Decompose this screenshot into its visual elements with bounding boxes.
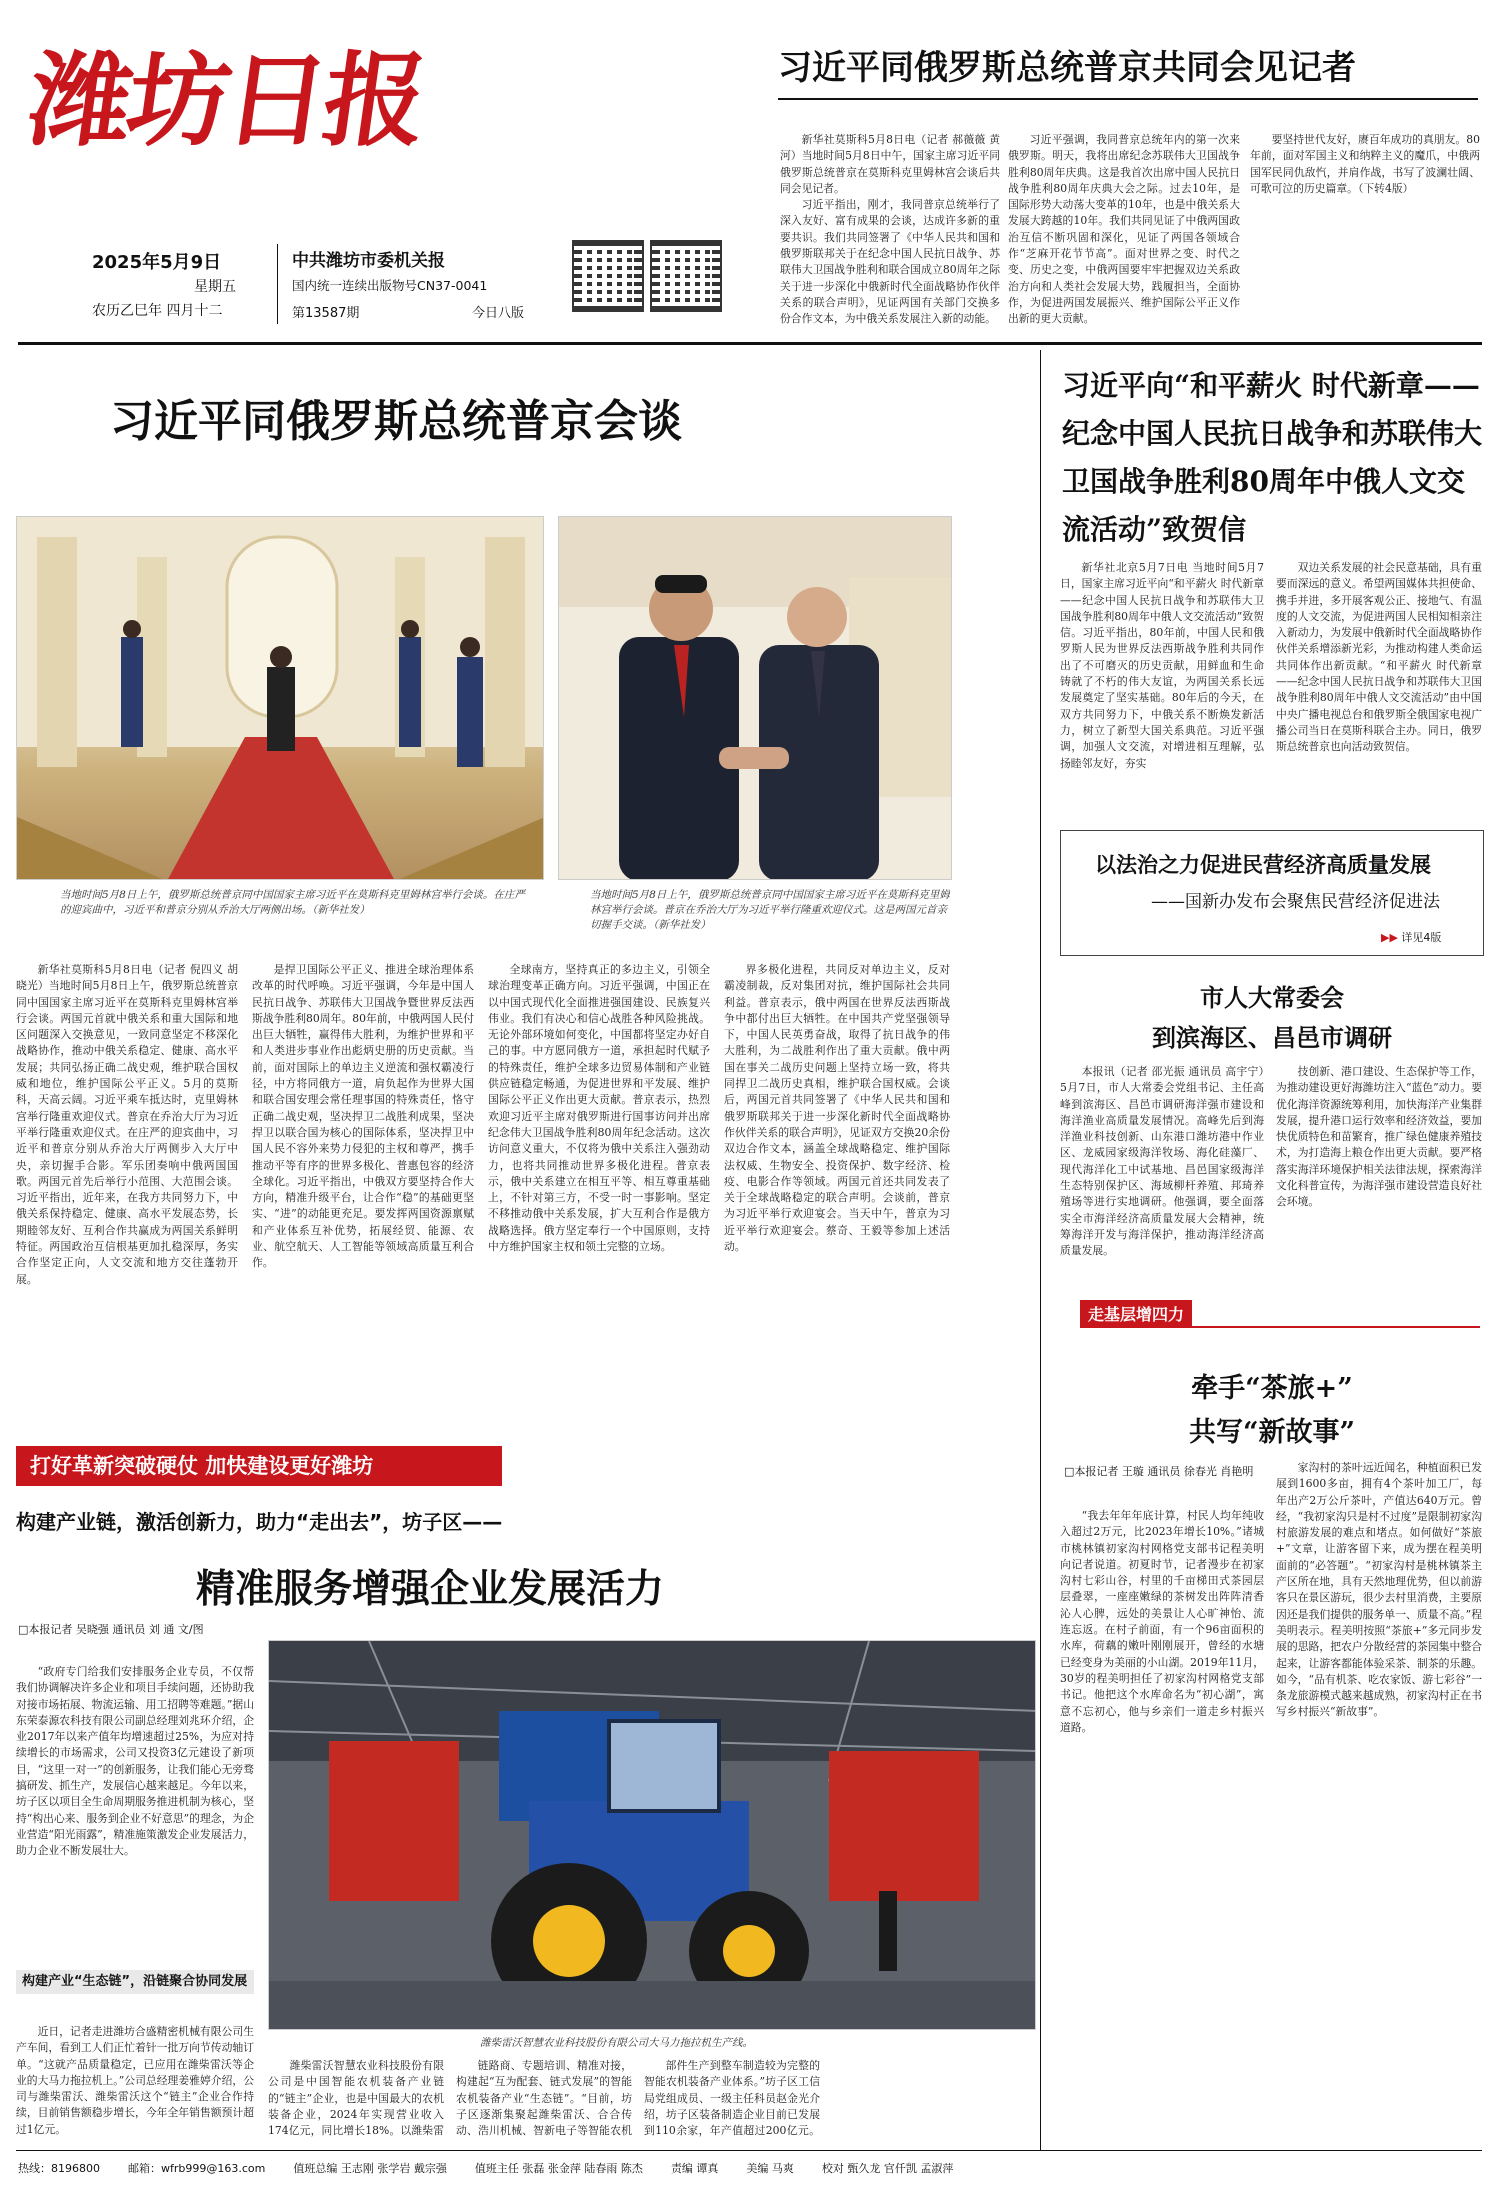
fangzi-byline: □本报记者 吴晓强 通讯员 刘 通 文/图 bbox=[18, 1623, 204, 1636]
newspaper-logo: 潍坊日报 bbox=[21, 41, 431, 161]
right-story-col-1: 新华社北京5月7日电 当地时间5月7日，国家主席习近平向“和平薪火 时代新章——纪念中国人民抗日战争和苏联伟大卫国战争胜利80周年中俄人文交流活动”致贺信。习近平指出，80年前，中国人民和俄罗斯人民为世界反法西斯战争胜利共同作出了不可磨灭的历史贡献，用鲜血和生命铸就了不朽的伟大友谊，为两国关系长远发展奠定了坚实基础。80年后的今天，在双方共同努力下，中俄关系不断焕发新活力，树立了新型大国关系典范。习近平强调，加强人文交流，对增进相互理解，弘扬睦邻友好，夯实 bbox=[1060, 561, 1264, 770]
tea-title-1: 牵手“茶旅+” bbox=[1191, 1373, 1353, 1404]
renda-col-2: 技创新、港口建设、生态保护等工作，为推动建设更好海潍坊注入“蓝色”动力。要优化海洋资源统筹利用，加快海洋产业集群发展，提升港口运行效率和经济效益，要加快优质特色和苗繁育，推广绿色健康养殖技术，为打造海上粮仓作出更大贡献。要严格落实海洋环境保护相关法律法规，探索海洋文化科普宣传，为海洋强市建设营造良好社会环境。 bbox=[1276, 1065, 1482, 1209]
minqi-title: 以法治之力促进民营经济高质量发展 bbox=[1095, 853, 1431, 877]
footer-email: 邮箱：wfrb999@163.com bbox=[128, 2162, 266, 2175]
welcome-ceremony-illustration bbox=[17, 517, 544, 880]
top-story-title: 习近平同俄罗斯总统普京共同会见记者 bbox=[778, 48, 1356, 88]
lead-col-4: 界多极化进程，共同反对单边主义，反对霸凌制裁，反对集团对抗，维护国际社会共同利益。普京表示，俄中两国在世界反法西斯战争中都付出巨大牺牲。在中国共产党坚强领导下，中国人民英勇奋战，取得了抗日战争的伟大胜利，为二战胜利作出了重大贡献。俄中两国在事关二战历史问题上坚持立场一致，将共同捍卫二战历史真相，维护联合国权威。会谈后，两国元首共同签署了《中华人民共和国和俄罗斯联邦关于进一步深化新时代全面战略协作伙伴关系的联合声明》，见证双方交换20余份双边合作文本，涵盖全球战略稳定、维护国际法权威、生物安全、投资保护、数字经济、检疫、电影合作等领域。两国元首还共同发表了关于全球战略稳定的联合声明。会谈前，普京为习近平举行欢迎宴会。当天中午，普京为习近平举行欢迎宴会。蔡奇、王毅等参加上述活动。 bbox=[724, 963, 950, 1254]
page-count: 今日八版 bbox=[472, 306, 525, 321]
tea-col-1: “我去年年年底计算，村民人均年纯收入超过2万元，比2023年增长10%。”诸城市桃林镇初家沟村网格党支部书记程美明向记者说道。初夏时节，记者漫步在初家沟村七彩山谷，村里的千亩梯田式茶园层层叠翠，一座座嫩绿的茶树发出阵阵清香沁人心脾，远处的美景让人心旷神怡、流连忘返。在村子前面，有一个96亩面积的水库，荷藕的嫩叶刚刚展开，曾经的水塘已经变身为美丽的小山湖。2019年11月，30岁的程美明担任了初家沟村网格党支部书记。他把这个水库命名为“初心湖”，寓意不忘初心，他与乡亲们一道走乡村振兴道路。 bbox=[1060, 1509, 1264, 1734]
fangzi-subhead: 构建产业“生态链”，沿链聚合协同发展 bbox=[16, 1970, 254, 1994]
issue-weekday: 星期五 bbox=[194, 279, 236, 295]
tea-title-2: 共写“新故事” bbox=[1188, 1417, 1356, 1448]
photo-tractor-line bbox=[268, 1640, 1036, 2030]
footer-hotline: 热线：8196800 bbox=[18, 2162, 100, 2175]
renda-title-2: 到滨海区、昌邑市调研 bbox=[1152, 1024, 1392, 1052]
lunar-date: 农历乙巳年 四月十二 bbox=[92, 303, 223, 319]
fangzi-col-2: 潍柴雷沃智慧农业科技股份有限公司是中国智能农机装备产业链的“链主”企业，也是中国最大的农机装备企业，2024年实现营业收入174亿元，同比增长18%。以潍柴雷 bbox=[268, 2059, 444, 2138]
fangzi-title: 精准服务增强企业发展活力 bbox=[196, 1566, 665, 1612]
lead-title: 习近平同俄罗斯总统普京会谈 bbox=[110, 396, 682, 447]
top-story-col-3: 要坚持世代友好，赓百年成功的真朋友。80年前，面对军国主义和纳粹主义的魔爪，中俄两国军民同仇敌忾，并肩作战，书写了波澜壮阔、可歌可泣的历史篇章。（下转4版） bbox=[1250, 133, 1480, 195]
fangzi-col-1: “政府专门给我们安排服务企业专员，不仅帮我们协调解决许多企业和项目手续问题，还协助我对接市场拓展、物流运输、用工招聘等难题。”据山东荣泰源农科技有限公司副总经理刘兆环介绍，企业2017年以来产值年均增速超过25%，为应对持续增长的市场需求，公司又投资3亿元建设了新项目，“这里一对一”的创新服务，让我们能心无旁骛搞研发、抓生产，发展信心越来越足。今年以来，坊子区以项目全生命周期服务推进机制为核心，坚持“构出心来、服务到企业不好意思”的理念，为企业营造“阳光雨露”，精准施策激发企业发展活力，助力企业不断发展壮大。 bbox=[16, 1665, 254, 1858]
fangzi-col-3: 链路商、专题培训、精准对接，构建起“互为配套、链式发展”的智能农机装备产业“生态链”。“目前，坊子区逐渐集聚起潍柴雷沃、合合传动、浩川机械、智新电子等智能农机 bbox=[456, 2059, 632, 2138]
renda-title-1: 市人大常委会 bbox=[1200, 984, 1344, 1012]
tea-col-2: 家沟村的茶叶远近闻名，种植面积已发展到1600多亩，拥有4个茶叶加工厂，每年出产2万公斤茶叶，产值达640万元。曾经，“我初家沟只是村不过度”是限制初家沟村旅游发展的难点和堵点。如何做好“茶旅+”文章，让游客留下来，成为摆在程美明面前的“必答题”。“初家沟村是桃林镇茶主产区所在地，具有天然地理优势，但以前游客只在景区游玩，很少去村里消费，主要原因还是我们提供的服务单一、质量不高。”程美明表示。程美明按照“茶旅+”多元同步发展的思路，把农户分散经营的茶园集中整合起来，让游客都能体验采茶、制茶的乐趣。如今，“品有机茶、吃农家饭、游七彩谷”一条龙旅游模式越来越成熟，初家沟村正在书写乡村振兴“新故事”。 bbox=[1276, 1461, 1482, 1719]
photo-2-caption: 当地时间5月8日上午，俄罗斯总统普京同中国国家主席习近平在莫斯科克里姆林宫举行会谈。普京在乔治大厅为习近平举行隆重欢迎仪式。这是两国元首亲切握手交谈。（新华社发） bbox=[590, 889, 950, 931]
minqi-box bbox=[1060, 830, 1484, 956]
photo-handshake bbox=[558, 516, 952, 880]
footer bbox=[18, 2160, 1482, 2180]
lead-col-2: 是捍卫国际公平正义、推进全球治理体系改革的时代呼唤。习近平强调，今年是中国人民抗日战争、苏联伟大卫国战争暨世界反法西斯战争胜利80周年。80年前，中俄两国人民付出巨大牺牲，赢得伟大胜利，为维护世界和平和人类进步事业作出彪炳史册的历史贡献。当前，面对国际上的单边主义逆流和强权霸凌行径，中方将同俄方一道，肩负起作为世界大国和联合国安理会常任理事国的特殊责任，恪守正确二战史观，坚决捍卫二战胜利成果，坚决捍卫以联合国为核心的国际体系，坚决捍卫中国人民不容外来势力侵犯的主权和尊严，携手推动平等有序的世界多极化、普惠包容的经济全球化。习近平指出，中俄双方要坚持合作大方向，精准升级平台，让合作“稳”的基础更坚实、“进”的动能更充足。要发挥两国资源禀赋和产业体系互补优势，拓展经贸、能源、农业、航空航天、人工智能等领域高质量互利合作。 bbox=[252, 963, 474, 1270]
lead-col-1: 新华社莫斯科5月8日电（记者 倪四义 胡晓光）当地时间5月8日上午，俄罗斯总统普京同中国国家主席习近平在莫斯科克里姆林宫举行会谈。两国元首就中俄关系和重大国际和地区问题深入交换意见，一致同意坚定不移深化战略协作，推动中俄关系稳定、健康、高水平发展；共同弘扬正确二战史观，维护联合国权威和地位，维护国际公平正义。5月的莫斯科，天高云阔。习近平乘车抵达时，克里姆林宫举行隆重欢迎仪式。普京在乔治大厅为习近平举行隆重欢迎仪式。在庄严的迎宾曲中，习近平和普京分别从乔治大厅两侧步入大厅中央，亲切握手合影。军乐团奏响中俄两国国歌。两国元首先后举行小范围、大范围会谈。习近平指出，近年来，在我方共同努力下，中俄关系保持稳定、健康、高水平发展态势，长期睦邻友好、互利合作共赢成为两国关系鲜明特征。两国政治互信根基更加扎稳深厚，务实合作坚定正向，人文交流和地方交往蓬勃开展。 bbox=[16, 963, 238, 1286]
qr-code-1 bbox=[572, 240, 644, 312]
minqi-subtitle: ——国新办发布会聚焦民营经济促进法 bbox=[1151, 892, 1440, 912]
fangzi-kicker: 构建产业链，激活创新力，助力“走出去”，坊子区—— bbox=[16, 1510, 503, 1534]
top-story-col-1: 新华社莫斯科5月8日电（记者 郝薇薇 黄河）当地时间5月8日中午，国家主席习近平同俄罗斯总统普京在莫斯科克里姆林宫会谈后共同会见记者。 习近平指出，刚才，我同普京总统举行了深入友好、富有成果的会谈，达成许多新的重要共识。我们共同签署了《中华人民共和国和俄罗斯联邦关于在纪念中国人民抗日战争、苏联伟大卫国战争胜利和联合国成立80周年之际关于进一步深化中俄新时代全面战略协作伙伴关系的联合声明》，见证两国有关部门交换多份合作文本，为中俄关系发展注入新的动能。 bbox=[780, 133, 1000, 326]
triangle-icon: ▶▶ bbox=[1381, 931, 1398, 944]
campaign-banner: 打好革新突破硬仗 加快建设更好潍坊 bbox=[16, 1446, 502, 1486]
footer-chief-editors: 值班总编 王志刚 张学岩 戴宗强 bbox=[293, 2162, 447, 2175]
tea-byline: □本报记者 王璇 通讯员 徐春光 肖艳明 bbox=[1064, 1465, 1254, 1478]
photo-3-caption: 潍柴雷沃智慧农业科技股份有限公司大马力拖拉机生产线。 bbox=[480, 2037, 753, 2049]
footer-designer: 美编 马爽 bbox=[746, 2162, 794, 2175]
top-story-col-2: 习近平强调，我同普京总统年内的第一次来俄罗斯。明天，我将出席纪念苏联伟大卫国战争胜利80周年庆典。这是我首次出席中国人民抗日战争胜利80周年庆典大会之际。过去10年，是国际形势大动荡大变革的10年，也是中俄关系大发展大跨越的10年。我们共同见证了中俄两国政治互信不断巩固和深化，见证了两国各领域合作“芝麻开花节节高”。面对世界之变、时代之变、历史之变，中俄两国要牢牢把握双边关系政治方向和人类社会发展大势，践履担当，全面协作，为促进两国发展振兴、维护国际公平正义作出新的更大贡献。 bbox=[1008, 133, 1240, 326]
tea-section-banner: 走基层增四力 bbox=[1080, 1300, 1192, 1327]
issue-date: 2025年5月9日 bbox=[92, 252, 222, 273]
qr-code-2 bbox=[650, 240, 722, 312]
right-story-col-2: 双边关系发展的社会民意基础，具有重要而深远的意义。希望两国媒体共担使命、携手并进，多开展客观公正、接地气、有温度的人文交流，为促进两国人民相知相亲注入新动力，为发展中俄新时代全面战略协作伙伴关系增添新光彩，为推动构建人类命运共同体作出新贡献。“和平薪火 时代新章——纪念中国人民抗日战争和苏联伟大卫国战争胜利80周年中俄人文交流活动”由中国中央广播电视总台和俄罗斯全俄国家电视广播公司当日在莫斯科联合主办。同日，俄罗斯总统普京也向活动致贺信。 bbox=[1276, 561, 1482, 754]
photo-welcome-ceremony bbox=[16, 516, 544, 880]
tractor-illustration bbox=[269, 1641, 1036, 2030]
fangzi-col-1b: 近日，记者走进潍坊合盛精密机械有限公司生产车间，看到工人们正忙着针一批万向节传动轴订单。“这就产品质量稳定，已应用在潍柴雷沃等企业的大马力拖拉机上。”公司总经理姜雅婷介绍，公司与潍柴雷沃、潍柴雷沃这个“链主”企业合作持续，目前销售额稳步增长，今年全年销售额预计超过1亿元。 bbox=[16, 2025, 254, 2136]
right-story-title: 习近平向“和平薪火 时代新章——纪念中国人民抗日战争和苏联伟大卫国战争胜利80周年中俄人文交流活动”致贺信 bbox=[1062, 369, 1482, 546]
cn-number: 国内统一连续出版物号CN37-0041 bbox=[292, 278, 488, 293]
lead-col-3: 全球南方，坚持真正的多边主义，引领全球治理变革正确方向。习近平强调，中国正在以中国式现代化全面推进强国建设、民族复兴伟业。我们有决心和信心战胜各种风险挑战。无论外部环境如何变化，中国都将坚定办好自己的事。中方愿同俄方一道，承担起时代赋予的特殊责任，维护全球多边贸易体制和产业链供应链稳定畅通，为促进世界和平发展、维护国际公平正义作出更大贡献。普京表示，热烈欢迎习近平主席对俄罗斯进行国事访问并出席纪念伟大卫国战争胜利80周年纪念活动。这次访问意义重大，不仅将为俄中关系注入强劲动力，也将共同推动世界多极化进程。普京表示，俄中关系建立在相互平等、相互尊重基础上，不针对第三方，不受一时一事影响。坚定不移推动俄中关系发展，扩大互利合作是俄方战略选择。俄方坚定奉行一个中国原则，支持中方维护国家主权和领土完整的立场。 bbox=[488, 963, 710, 1254]
handshake-illustration bbox=[559, 517, 952, 880]
footer-proofreaders: 校对 甄久龙 官仟凯 孟淑萍 bbox=[821, 2162, 954, 2175]
fangzi-col-4: 部件生产到整车制造较为完整的智能农机装备产业体系。”坊子区工信局党组成员、一级主任科员赵金光介绍，坊子区装备制造企业目前已发展到110余家，年产值超过200亿元。 bbox=[644, 2059, 820, 2138]
renda-col-1: 本报讯（记者 邵光振 通讯员 高宇宁）5月7日，市人大常委会党组书记、主任高峰到滨海区、昌邑市调研海洋强市建设和海洋渔业高质量发展情况。高峰先后到海洋渔业科技创新、山东港口潍坊港中作业区、龙威园家级海洋牧场、海化硅藻厂、现代海洋化工中试基地、昌邑国家级海洋生态特别保护区、海域柳杆养殖、邦琦养殖场等进行实地调研。他强调，要全面落实全市海洋经济高质量发展大会精神，统筹海洋开发与海洋保护，推动海洋经济高质量发展。 bbox=[1060, 1065, 1264, 1258]
footer-editor: 责编 谭真 bbox=[670, 2162, 719, 2175]
masthead-info bbox=[92, 240, 602, 330]
issue-number: 第13587期 bbox=[292, 306, 360, 321]
minqi-ref[interactable]: ▶▶ 详见4版 bbox=[1381, 931, 1442, 944]
photo-1-caption: 当地时间5月8日上午，俄罗斯总统普京同中国国家主席习近平在莫斯科克里姆林宫举行会谈。在庄严的迎宾曲中，习近平和普京分别从乔治大厅两侧出场。（新华社发） bbox=[60, 889, 525, 916]
publisher: 中共潍坊市委机关报 bbox=[292, 251, 445, 271]
footer-directors: 值班主任 张磊 张金萍 陆春雨 陈杰 bbox=[474, 2162, 643, 2175]
